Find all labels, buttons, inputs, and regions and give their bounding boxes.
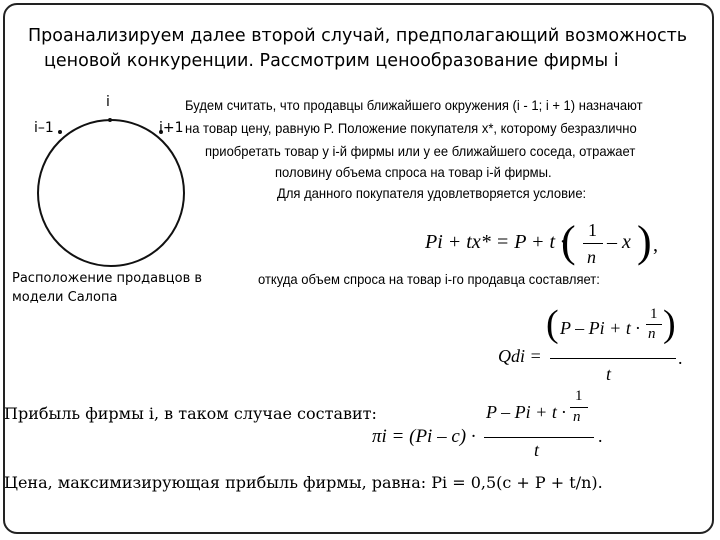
formula3-num-frac-num: 1	[575, 388, 583, 404]
label-seller-i-plus-1: i+1	[159, 120, 184, 136]
formula1-paren-close: )	[637, 217, 652, 266]
formula2-num-frac-num: 1	[650, 306, 658, 322]
formula1-minus-x: – x	[607, 231, 631, 253]
formula2-num-frac-line	[646, 324, 662, 325]
paragraph-line-4: половину объема спроса на товар i-й фирмы.	[275, 164, 552, 180]
label-seller-i: i	[106, 94, 110, 110]
formula2-num-expr: P – Pi + t ·	[560, 318, 640, 338]
formula1-frac-line	[583, 243, 603, 244]
formula1-tail: ,	[653, 234, 658, 256]
profit-text: Прибыль фирмы i, в таком случае составит:	[4, 404, 377, 423]
paragraph-line-3: приобретать товар у i-й фирмы или у ее ближайшего соседа, отражает	[205, 143, 636, 159]
formula2-tail: .	[678, 348, 683, 368]
formula2-num-frac-den: n	[648, 326, 656, 342]
formula1-frac-den: n	[587, 247, 596, 267]
formula3-tail: .	[598, 426, 603, 446]
seller-point-left	[58, 130, 62, 134]
formula3-num-frac-den: n	[573, 409, 581, 425]
formula3-lhs: πi = (Pi – c) ·	[372, 426, 476, 447]
diagram-caption-line-2: модели Салопа	[12, 290, 118, 305]
demand-text: откуда объем спроса на товар i-го продавца составляет:	[258, 271, 600, 287]
circle	[38, 120, 184, 266]
formula3-num-expr: P – Pi + t ·	[486, 402, 566, 422]
formula1-frac-num: 1	[588, 220, 597, 240]
formula-demand	[498, 302, 688, 388]
formula2-lhs: Qdi =	[498, 346, 542, 366]
diagram-caption-line-1: Расположение продавцов в	[12, 271, 203, 286]
formula2-paren-open: (	[546, 303, 559, 345]
formula2-paren-close: )	[663, 303, 676, 345]
paragraph-line-2: на товар цену, равную P. Положение покупателя x*, которому безразлично	[185, 120, 637, 136]
formula3-den: t	[534, 440, 540, 460]
title-line-2: ценовой конкуренции. Рассмотрим ценообразование фирмы i	[44, 51, 619, 71]
formula-indifference	[425, 212, 665, 276]
formula1-paren-open: (	[561, 217, 576, 266]
formula-profit	[372, 388, 612, 464]
formula3-main-frac-line	[484, 437, 594, 438]
seller-point-top	[108, 118, 112, 122]
label-seller-i-minus-1: i–1	[34, 120, 54, 136]
formula1-lhs: Pi + tx* = P + t ·	[425, 231, 566, 253]
title-line-1: Проанализируем далее второй случай, предполагающий возможность	[28, 26, 688, 46]
price-text: Цена, максимизирующая прибыль фирмы, равна: Pi = 0,5(c + P + t/n).	[4, 473, 603, 492]
paragraph-line-5: Для данного покупателя удовлетворяется условие:	[277, 185, 587, 201]
formula3-num-frac-line	[570, 407, 588, 408]
formula2-main-frac-line	[550, 358, 676, 359]
paragraph-line-1: Будем считать, что продавцы ближайшего окружения (i - 1; i + 1) назначают	[185, 97, 643, 113]
formula2-den: t	[606, 364, 612, 384]
